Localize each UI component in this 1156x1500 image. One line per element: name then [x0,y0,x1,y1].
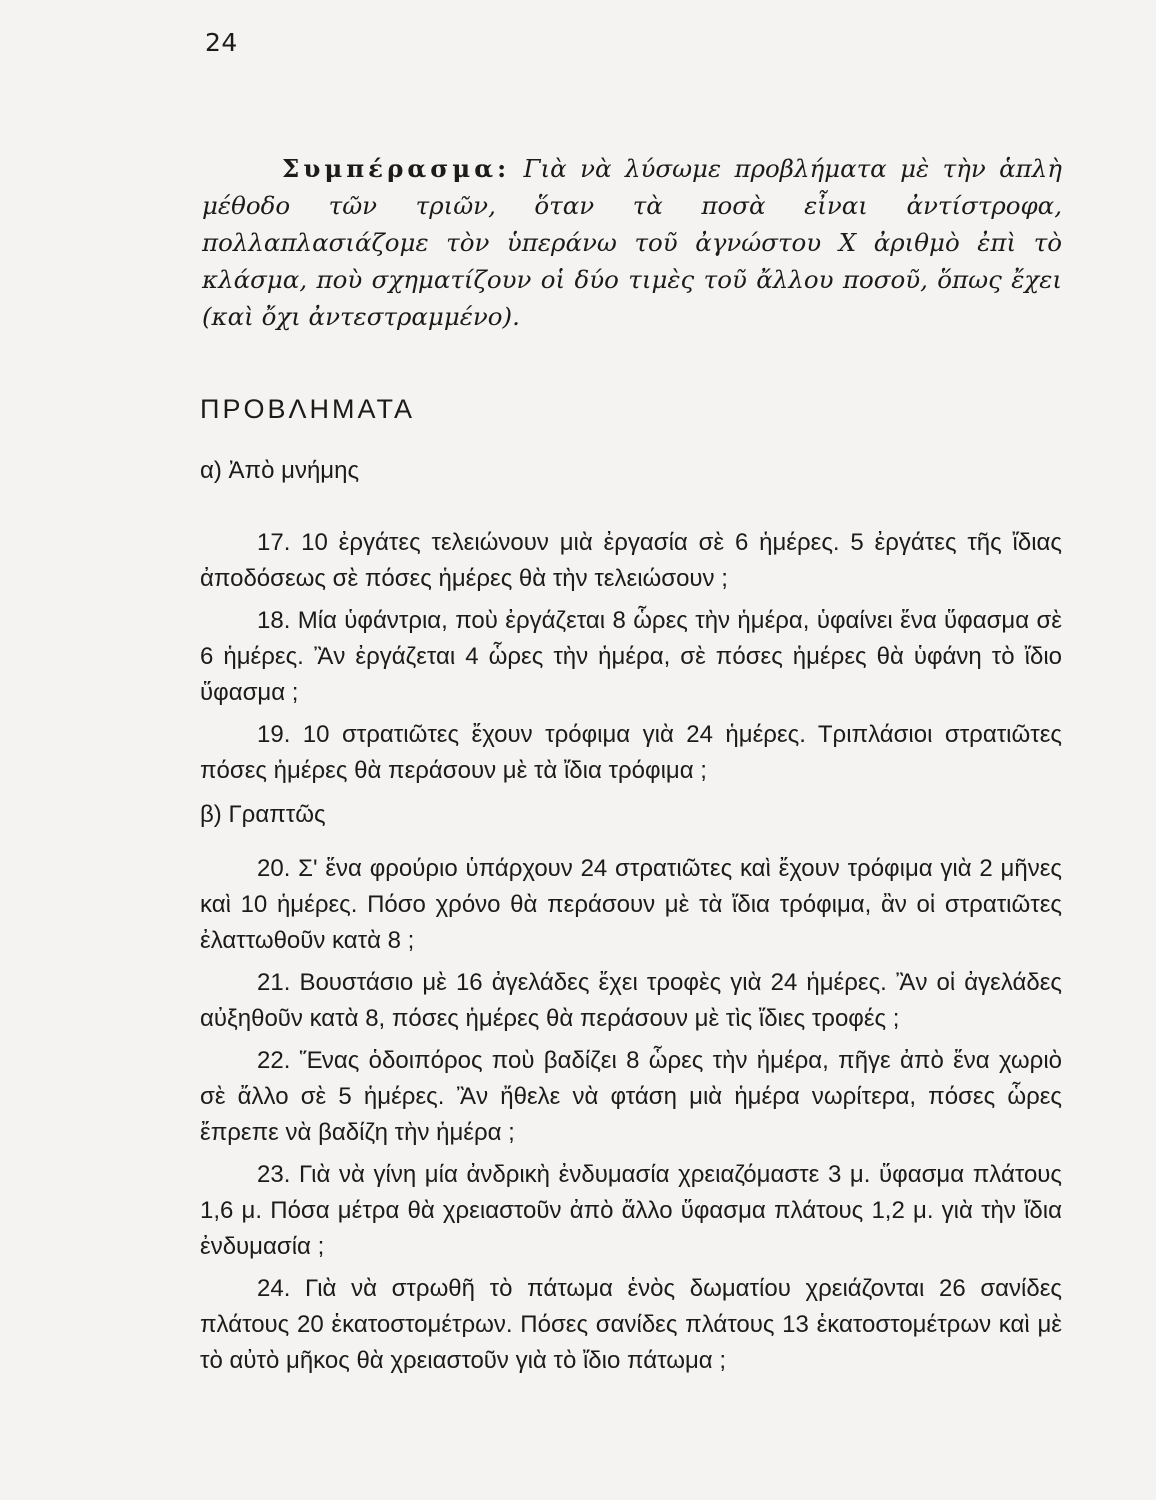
problem-list-oral [200,525,1062,795]
conclusion-paragraph [202,150,1062,335]
problem-18: 18. Μία ὑφάντρια, ποὺ ἐργάζεται 8 ὧρες τὴν ἡμέρα, ὑφαίνει ἕνα ὕφασμα σὲ 6 ἡμέρες. Ἂν ἐργάζεται 4 ὧρες τὴν ἡμέρα, σὲ πόσες ἡμέρες θὰ ὑφάνη τὸ ἴδιο ὕφασμα ; [200,607,1062,706]
problem-list-written [200,851,1062,1385]
problem-22: 22. Ἕνας ὁδοιπόρος ποὺ βαδίζει 8 ὧρες τὴν ἡμέρα, πῆγε ἀπὸ ἕνα χωριὸ σὲ ἄλλο σὲ 5 ἡμέρες. Ἂν ἤθελε νὰ φτάση μιὰ ἡμέρα νωρίτερα, πόσες ὧρες ἔπρεπε νὰ βαδίζη τὴν ἡμέρα ; [200,1047,1062,1146]
problem-24: 24. Γιὰ νὰ στρωθῆ τὸ πάτωμα ἑνὸς δωματίου χρειάζονται 26 σανίδες πλάτους 20 ἑκατοστομέτρων. Πόσες σανίδες πλάτους 13 ἑκατοστομέτρων καὶ μὲ τὸ αὐτὸ μῆκος θὰ χρειαστοῦν γιὰ τὸ ἴδιο πάτωμα ; [200,1275,1062,1374]
problem-21: 21. Βουστάσιο μὲ 16 ἀγελάδες ἔχει τροφὲς γιὰ 24 ἡμέρες. Ἂν οἱ ἀγελάδες αὐξηθοῦν κατὰ 8, πόσες ἡμέρες θὰ περάσουν μὲ τὶς ἴδιες τροφές ; [200,969,1062,1032]
problem-19: 19. 10 στρατιῶτες ἔχουν τρόφιμα γιὰ 24 ἡμέρες. Τριπλάσιοι στρατιῶτες πόσες ἡμέρες θὰ περάσουν μὲ τὰ ἴδια τρόφιμα ; [200,721,1062,784]
problem-20: 20. Σ' ἕνα φρούριο ὑπάρχουν 24 στρατιῶτες καὶ ἔχουν τρόφιμα γιὰ 2 μῆνες καὶ 10 ἡμέρες. Πόσο χρόνο θὰ περάσουν μὲ τὰ ἴδια τρόφιμα, ἂν οἱ στρατιῶτες ἐλαττωθοῦν κατὰ 8 ; [200,855,1062,954]
problem-23: 23. Γιὰ νὰ γίνη μία ἀνδρικὴ ἐνδυμασία χρειαζόμαστε 3 μ. ὕφασμα πλάτους 1,6 μ. Πόσα μέτρα θὰ χρειαστοῦν ἀπὸ ἄλλο ὕφασμα πλάτους 1,2 μ. γιὰ τὴν ἴδια ἐνδυμασία ; [200,1161,1062,1260]
conclusion-lead: Συμπέρασμα: [282,154,511,183]
page-number: 24 [205,28,238,57]
conclusion-text: Γιὰ νὰ λύσωμε προβλήματα μὲ τὴν ἁπλὴ μέθοδο τῶν τριῶν, ὅταν τὰ ποσὰ εἶναι ἀντίστροφα, πολλαπλασιάζομε τὸν ὑπεράνω τοῦ ἀγνώστου Χ ἀριθμὸ ἐπὶ τὸ κλάσμα, ποὺ σχηματίζουν οἱ δύο τιμὲς τοῦ ἄλλου ποσοῦ, ὅπως ἔχει (καὶ ὄχι ἀντεστραμμένο). [202,154,1062,331]
problem-17: 17. 10 ἐργάτες τελειώνουν μιὰ ἐργασία σὲ 6 ἡμέρες. 5 ἐργάτες τῆς ἴδιας ἀποδόσεως σὲ πόσες ἡμέρες θὰ τὴν τελειώσουν ; [200,529,1062,592]
subsection-heading-written: β) Γραπτῶς [200,801,326,828]
section-title: ΠΡΟΒΛΗΜΑΤΑ [200,394,416,424]
subsection-heading-oral: α) Ἀπὸ μνήμης [200,457,360,484]
